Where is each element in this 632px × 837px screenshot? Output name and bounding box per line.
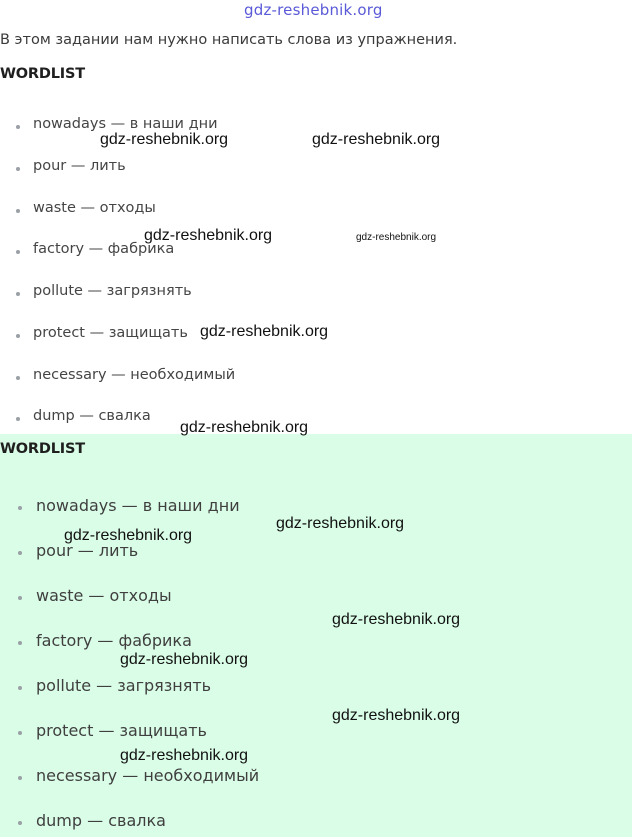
watermark: gdz-reshebnik.org (276, 515, 405, 532)
bullet-icon (16, 417, 20, 421)
watermark: gdz-reshebnik.org (100, 131, 229, 148)
wordlist-section-1: WORDLIST nowadays — в наши дни pour — лить waste — отходы factory — фабрика pollute — загрязнять protect — защищать necessary — необходимый dump — свалка (0, 66, 236, 424)
bullet-icon (18, 731, 22, 735)
watermark: gdz-reshebnik.org (332, 707, 461, 724)
bullet-icon (16, 250, 20, 254)
bullet-icon (18, 686, 22, 690)
bullet-icon (18, 506, 22, 510)
bullet-icon (18, 596, 22, 600)
site-logo[interactable]: gdz-reshebnik.org (244, 1, 383, 19)
wordlist-heading: WORDLIST (0, 441, 85, 457)
bullet-icon (16, 334, 20, 338)
watermark: gdz-reshebnik.org (120, 747, 249, 764)
watermark: gdz-reshebnik.org (356, 232, 437, 243)
bullet-icon (16, 292, 20, 296)
watermark: gdz-reshebnik.org (200, 323, 329, 340)
bullet-icon (18, 641, 22, 645)
bullet-icon (18, 776, 22, 780)
bullet-icon (16, 167, 20, 171)
wordlist-heading: WORDLIST (0, 66, 85, 82)
bullet-icon (16, 209, 20, 213)
intro-text: В этом задании нам нужно написать слова из упражнения. (0, 32, 458, 48)
watermark: gdz-reshebnik.org (144, 227, 273, 244)
bullet-icon (16, 376, 20, 380)
watermark: gdz-reshebnik.org (120, 651, 249, 668)
bullet-icon (18, 551, 22, 555)
wordlist-section-2: WORDLIST nowadays — в наши дни pour — лить waste — отходы factory — фабрика pollute — загрязнять protect — защищать necessary — необходимый dump — свалка (0, 434, 632, 837)
watermark: gdz-reshebnik.org (312, 131, 441, 148)
bullet-icon (16, 125, 20, 129)
watermark: gdz-reshebnik.org (180, 419, 309, 436)
bullet-icon (18, 821, 22, 825)
watermark: gdz-reshebnik.org (64, 527, 193, 544)
watermark: gdz-reshebnik.org (332, 611, 461, 628)
